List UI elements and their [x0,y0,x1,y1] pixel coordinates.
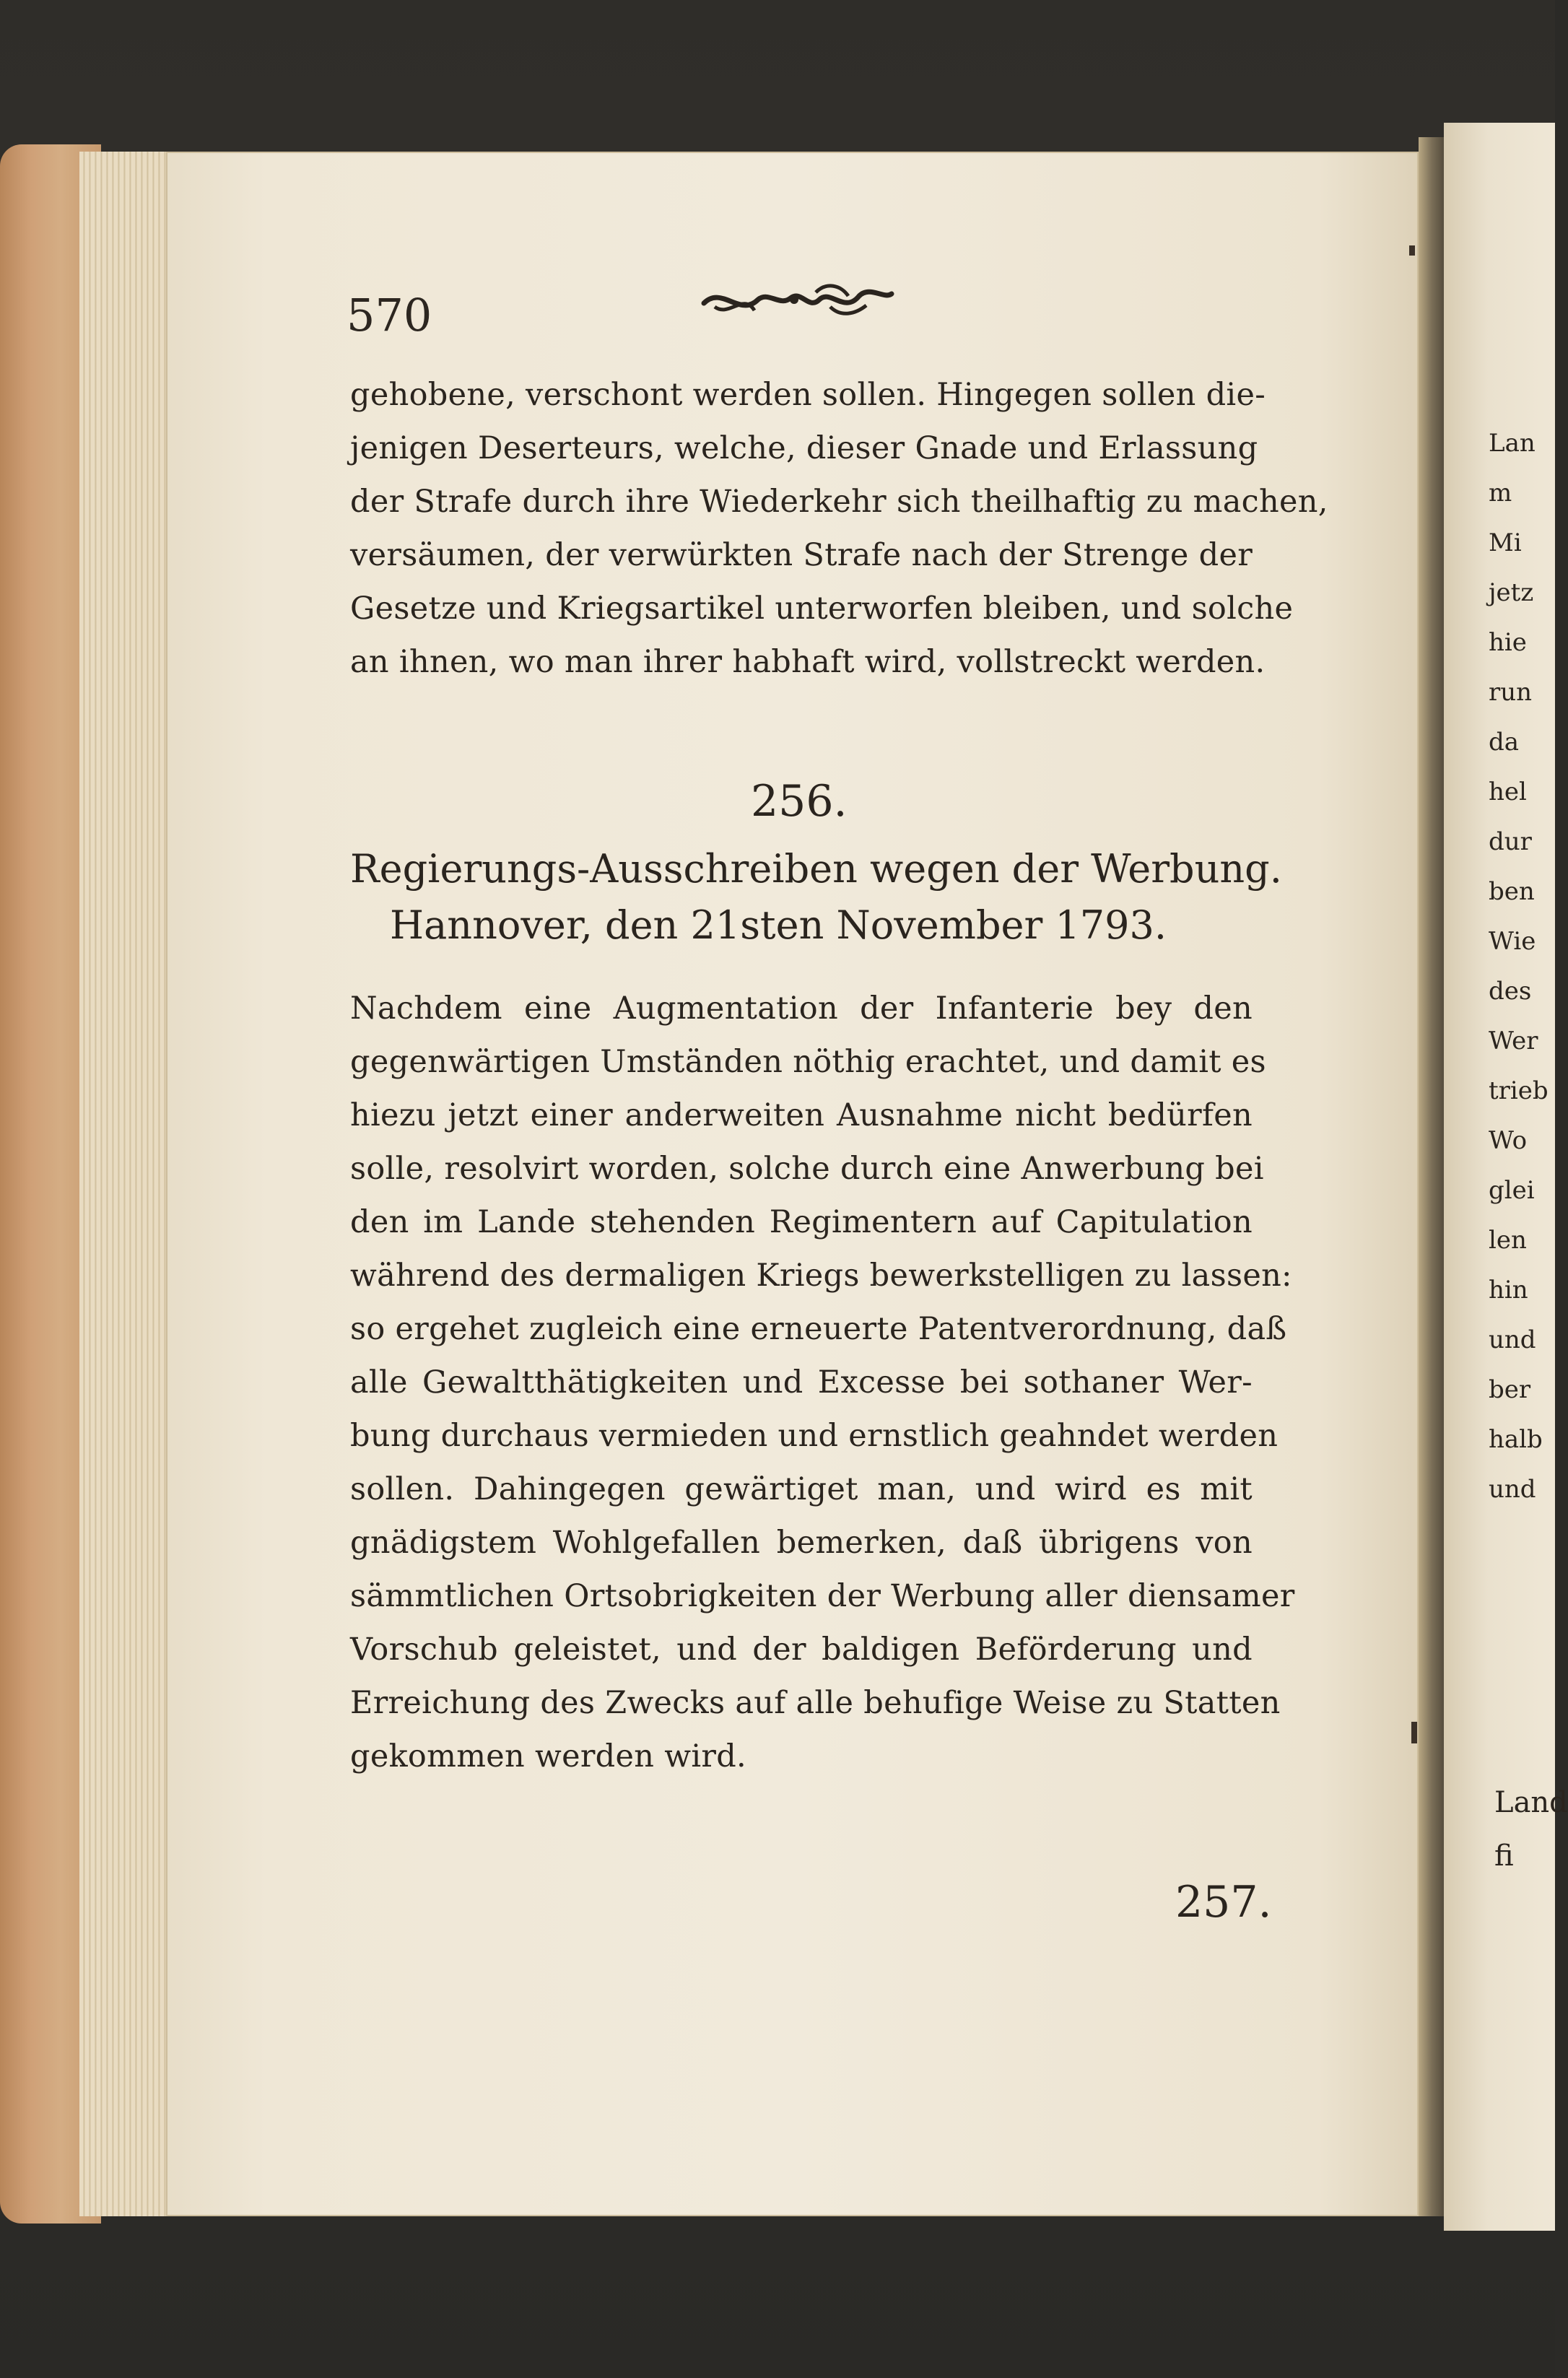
page-number: 570 [347,289,432,341]
fragment: glei [1489,1176,1535,1205]
fragment: Land [1494,1786,1568,1819]
text-line: gekommen werden wird. [350,1738,747,1774]
right-page-bottom-fragments [1494,1776,1568,1883]
fragment: Lan [1489,429,1536,458]
fragment: ber [1489,1375,1531,1404]
text-line: solle, resolvirt worden, solche durch eine Anwerbung bei [350,1151,1264,1187]
text-line: der Strafe durch ihre Wiederkehr sich theilhaftig zu machen, [350,484,1328,520]
fragment: hie [1489,628,1527,657]
fragment: Wer [1489,1027,1538,1055]
paragraph-continuation [350,368,1328,689]
fragment: da [1489,728,1520,757]
text-line: gehobene, verschont werden sollen. Hingegen sollen die- [350,377,1266,413]
fragment: jetz [1489,578,1534,607]
text-line: gegenwärtigen Umständen nöthig erachtet, und damit es [350,1044,1266,1080]
text-line: Gesetze und Kriegsartikel unterworfen bleiben, und solche [350,591,1294,627]
heading-line-title: Regierungs-Ausschreiben wegen der Werbung. [350,846,1282,892]
heading-line-date: Hannover, den 21sten November 1793. [390,902,1167,948]
fragment: Wie [1489,927,1536,956]
section-heading [350,841,1282,954]
next-section-number: 257. [1175,1877,1272,1928]
text-line: hiezu jetzt einer anderweiten Ausnahme nicht bedürfen [350,1097,1253,1133]
text-line: sämmtlichen Ortsobrigkeiten der Werbung aller diensamer [350,1578,1295,1614]
fragment: des [1489,977,1532,1006]
text-line: so ergehet zugleich eine erneuerte Patentverordnung, daß [350,1311,1287,1347]
paragraph-decree [350,982,1295,1783]
text-line: Nachdem eine Augmentation der Infanterie bey den [350,990,1253,1027]
book-gutter [1419,137,1447,2216]
text-line: Erreichung des Zwecks auf alle behufige Weise zu Statten [350,1685,1281,1721]
fragment: fi [1494,1839,1514,1873]
fragment: Wo [1489,1126,1528,1155]
fragment: dur [1489,827,1532,856]
right-page-text-fragments [1489,419,1555,1515]
text-line: versäumen, der verwürkten Strafe nach der Strenge der [350,537,1253,573]
fragment: hel [1489,778,1527,806]
fragment: m [1489,479,1512,508]
fragment: hin [1489,1276,1528,1305]
page-marker-mark [1411,1722,1417,1743]
fragment: Mi [1489,528,1522,557]
text-line: gnädigstem Wohlgefallen bemerken, daß übrigens von [350,1525,1253,1561]
ornament-icon [700,278,895,328]
text-line: Vorschub geleistet, und der baldigen Beförderung und [350,1632,1253,1668]
fragment: run [1489,678,1533,707]
fragment: len [1489,1226,1527,1255]
fragment: und [1489,1325,1536,1354]
text-line: alle Gewaltthätigkeiten und Excesse bei sothaner Wer- [350,1364,1253,1401]
text-line: bung durchaus vermieden und ernstlich geahndet werden [350,1418,1279,1454]
text-line: während des dermaligen Kriegs bewerkstelligen zu lassen: [350,1258,1292,1294]
fragment: und [1489,1475,1536,1504]
text-line: den im Lande stehenden Regimentern auf Capitulation [350,1204,1253,1240]
section-number: 256. [751,776,848,827]
page-marker-mark [1409,245,1415,256]
fragment: halb [1489,1425,1543,1454]
fragment: ben [1489,877,1535,906]
text-line: an ihnen, wo man ihrer habhaft wird, vollstreckt werden. [350,644,1266,680]
fragment: trieb [1489,1076,1549,1105]
text-line: jenigen Deserteurs, welche, dieser Gnade und Erlassung [350,430,1258,466]
text-line: sollen. Dahingegen gewärtiget man, und wird es mit [350,1471,1253,1507]
